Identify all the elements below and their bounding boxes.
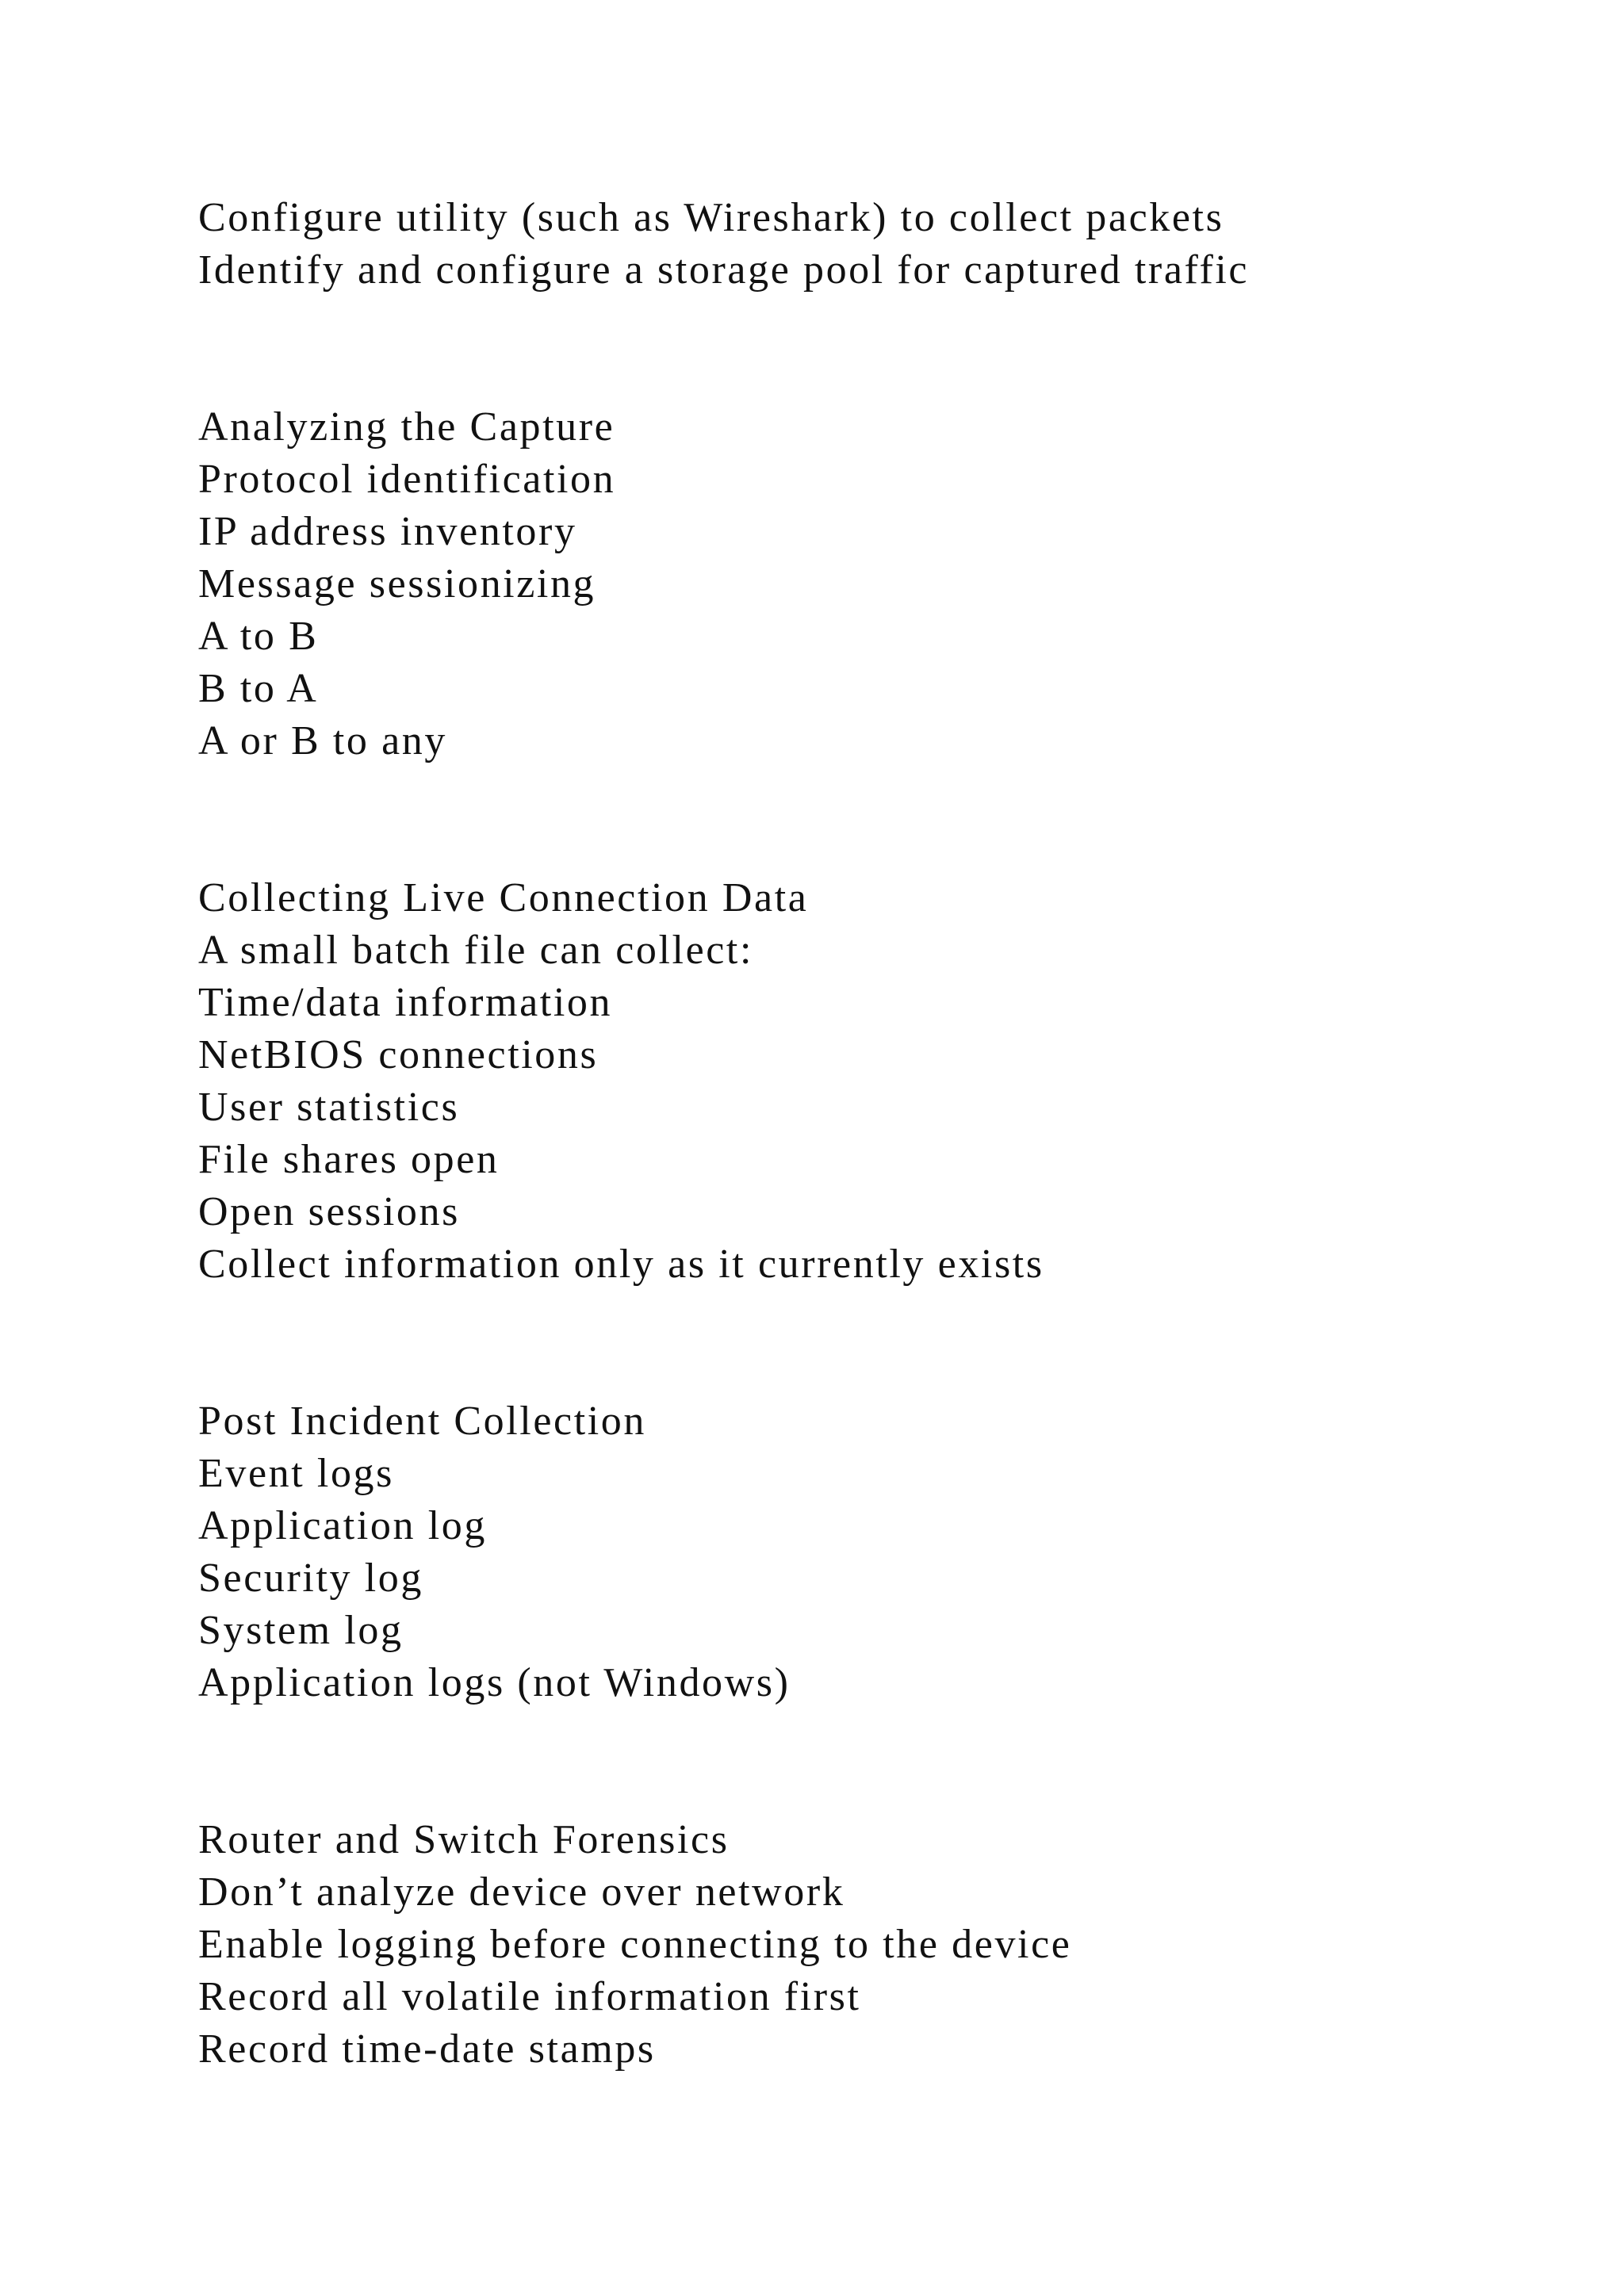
text-line: Collect information only as it currently exists — [198, 1242, 1044, 1287]
text-line: Configure utility (such as Wireshark) to collect packets — [198, 195, 1224, 240]
blank-line — [198, 1343, 1546, 1395]
section-heading: Analyzing the Capture — [198, 404, 615, 450]
text-line: Message sessionizing — [198, 561, 596, 607]
blank-line — [198, 1762, 1546, 1814]
text-line: File shares open — [198, 1137, 500, 1182]
text-line: Record all volatile information first — [198, 1974, 861, 2019]
blank-line — [198, 767, 1546, 820]
blank-line — [198, 1709, 1546, 1762]
blank-line — [198, 349, 1546, 401]
text-line: Enable logging before connecting to the device — [198, 1922, 1072, 1967]
blank-line — [198, 297, 1546, 349]
text-line: Event logs — [198, 1451, 394, 1496]
text-line: User statistics — [198, 1085, 460, 1130]
text-line: Application logs (not Windows) — [198, 1660, 791, 1705]
section-heading: Collecting Live Connection Data — [198, 875, 809, 920]
text-line: B to A — [198, 666, 319, 711]
text-line: Identify and configure a storage pool for captured traffic — [198, 247, 1250, 293]
text-line: Don’t analyze device over network — [198, 1869, 845, 1915]
text-line: A or B to any — [198, 718, 448, 763]
section-heading: Post Incident Collection — [198, 1399, 647, 1444]
text-line: Protocol identification — [198, 457, 616, 502]
text-line: IP address inventory — [198, 509, 577, 554]
text-line: Open sessions — [198, 1189, 460, 1234]
text-line: A to B — [198, 614, 319, 659]
text-line: System log — [198, 1608, 404, 1653]
text-line: Record time-date stamps — [198, 2026, 656, 2072]
blank-line — [198, 1291, 1546, 1343]
text-line: NetBIOS connections — [198, 1032, 599, 1077]
blank-line — [198, 820, 1546, 872]
text-line: A small batch file can collect: — [198, 928, 754, 973]
text-line: Application log — [198, 1503, 487, 1548]
document-body — [198, 192, 1546, 2076]
section-heading: Router and Switch Forensics — [198, 1817, 730, 1862]
text-line: Security log — [198, 1556, 423, 1601]
text-line: Time/data information — [198, 980, 613, 1025]
